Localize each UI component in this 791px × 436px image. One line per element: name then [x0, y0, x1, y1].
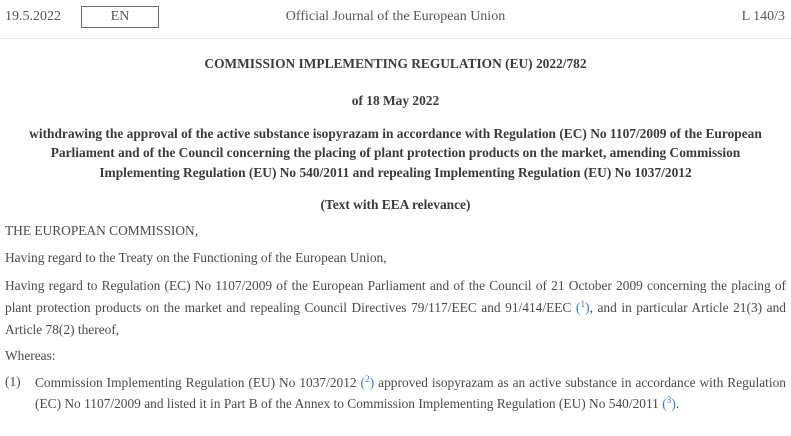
- footnote-link-2[interactable]: ($^2$): [360, 375, 375, 390]
- regulation-citation-text: Having regard to Regulation (EC) No 1107/2009 of the European Parliament and of the Council of 21 October 2009 concerning the placing of plant protection products on the market and repealing Council Directives 79/117/EEC and 91/414/EEC: [5, 278, 786, 316]
- regulation-date: of 18 May 2022: [351, 93, 440, 108]
- regulation-title: COMMISSION IMPLEMENTING REGULATION (EU) 2022/782: [204, 56, 587, 71]
- regulation-citation: [5, 275, 786, 341]
- language-selector[interactable]: EN: [81, 6, 159, 28]
- recital-number: (1): [5, 374, 21, 389]
- eea-relevance: (Text with EEA relevance): [320, 197, 471, 212]
- whereas-heading: Whereas:: [5, 348, 56, 363]
- journal-header: [0, 0, 791, 39]
- regulation-citation-text-cont: , and in particular Article 21(3) and Article 78(2) thereof,: [5, 300, 786, 338]
- footnote-link-3[interactable]: ($^3$): [662, 395, 676, 411]
- treaty-citation: Having regard to the Treaty on the Functioning of the European Union,: [5, 250, 387, 265]
- recital-text-part: approved isopyrazam as an active substance in accordance with Regulation (EC) No 1107/2009 and listed it in Part B of the Annex to Commission Implementing Regulation (EU) No 540/2011: [35, 375, 786, 411]
- enacting-authority: THE EUROPEAN COMMISSION,: [5, 223, 199, 238]
- footnote-number-2: 2: [365, 375, 370, 385]
- page-reference: L 140/3: [741, 9, 785, 24]
- footnote-number-1: 1: [580, 300, 586, 311]
- recital-text-part: .: [675, 395, 680, 411]
- footnote-link-1[interactable]: ($^1$): [575, 300, 590, 316]
- footnote-number-3: 3: [666, 395, 672, 406]
- publication-date: 19.5.2022: [5, 9, 61, 24]
- journal-name: Official Journal of the European Union: [285, 9, 506, 24]
- recital-text-part: Commission Implementing Regulation (EU) No 1037/2012: [35, 375, 361, 390]
- recital-text: [35, 373, 786, 415]
- regulation-subject: withdrawing the approval of the active substance isopyrazam in accordance with Regulation (EC) No 1107/2009 of the European Parliament and of the Council concerning the placing of plant protection products on the market, amending Commission Implementing Regulation (EU) No 540/2011 and repealing Implementing Regulation (EU) No 1037/2012: [29, 126, 762, 180]
